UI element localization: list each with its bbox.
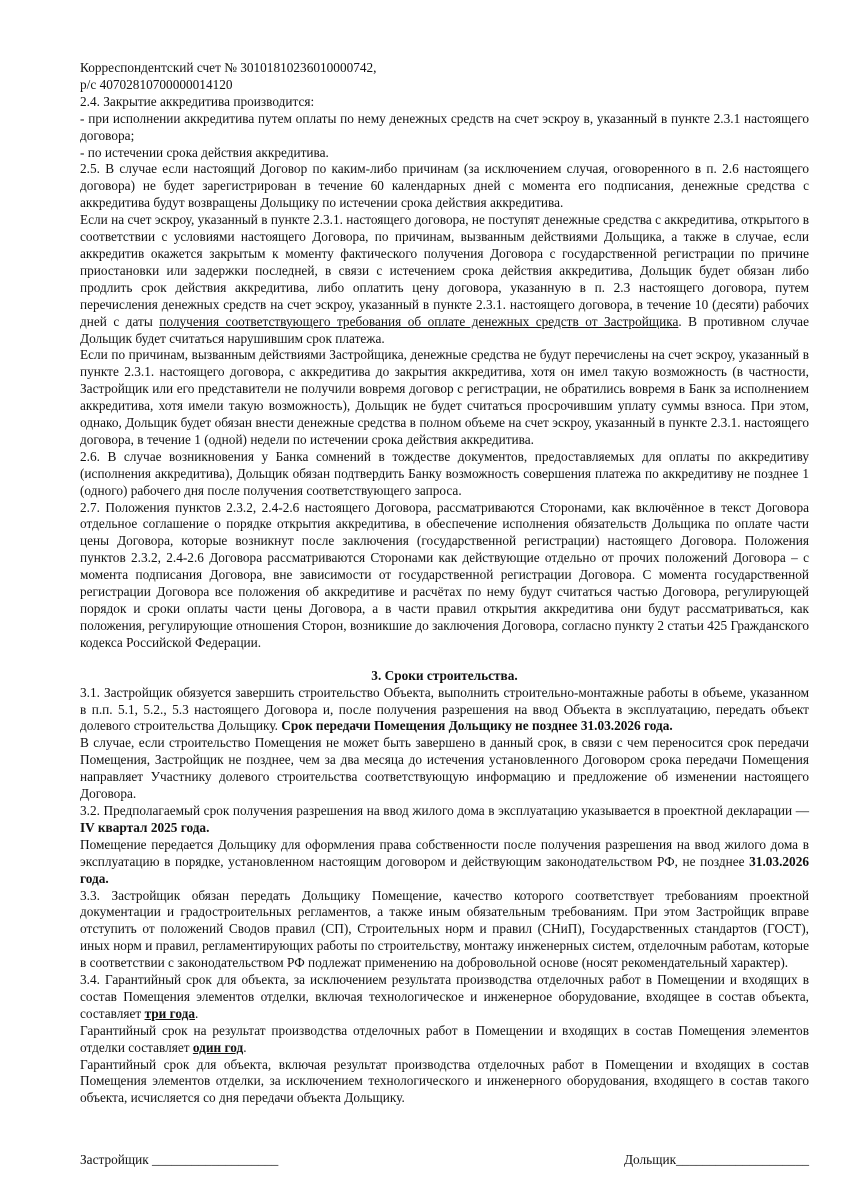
clause-3-1 <box>80 685 809 736</box>
clause-2-6: 2.6. В случае возникновения у Банка сомнений в тождестве документов, предоставляемых для оплаты по аккредитиву (исполнения аккредитива), Дольщик обязан подтвердить Банку возможность совершения платежа по аккредитиву не позднее 1 (одного) рабочего дня после получения соответствующего запроса. <box>80 448 809 498</box>
clause-2-5-p2-underlined: получения соответствующего требования об оплате денежных средств от Застройщика <box>159 313 679 329</box>
clause-2-5-paragraph-1: 2.5. В случае если настоящий Договор по каким-либо причинам (за исключением случая, оговоренного в п. 2.6 настоящего договора) не будет зарегистрирован в течение 60 календарных дней с момента его подписания, денежные средства с аккредитива будут возвращены Дольщику по истечении срока действия аккредитива. <box>80 161 809 211</box>
corr-account-line: Корреспондентский счет № 30101810236010000742, <box>80 60 377 75</box>
clause-3-3: 3.3. Застройщик обязан передать Дольщику Помещение, качество которого соответствует требованиям проектной документации и градостроительных регламентов, а также иным обязательным требованиям. При этом Застройщик вправе отступить от положений Сводов правил (СП), Строительных норм и правил (СНиП), Государственных стандартов (ГОСТ), иных норм и правил, регламентирующих работы по строительству, монтажу инженерных систем, отделочным работам, которые в соответствии с законодательством РФ подлежат применению на добровольной основе (носят рекомендательный характер). <box>80 887 809 971</box>
clause-3-4-dot: . <box>194 1005 199 1021</box>
clause-3-1-deadline: Срок передачи Помещения Дольщику не позднее 31.03.2026 года. <box>281 718 673 734</box>
clause-2-4-item-1: - при исполнении аккредитива путем оплаты по нему денежных средств на счет эскроу в, указанный в пункте 2.3.1 настоящего договора; <box>80 110 809 143</box>
clause-2-5-p2-tail: . В противном случае Дольщик будет считаться нарушившим срок платежа. <box>80 313 809 346</box>
document-page <box>80 60 809 1107</box>
section-3-heading: 3. Сроки строительства. <box>371 667 518 683</box>
shareholder-signature-line: Дольщик____________________ <box>623 1152 809 1167</box>
clause-3-4-finishing-text: Гарантийный срок на результат производства отделочных работ в Помещении и входящих в состав Помещения элементов отделки составляет <box>80 1022 809 1055</box>
developer-signature-line: Застройщик ___________________ <box>80 1152 279 1167</box>
clause-3-4-finishing-term: один год <box>192 1039 244 1055</box>
clause-3-4-text: 3.4. Гарантийный срок для объекта, за исключением результата производства отделочных работ в Помещении и входящих в состав Помещения элементов отделки, включая технологическое и инженерное оборудование, входящее в состав объекта, составляет <box>80 972 809 1021</box>
clause-2-5-paragraph-3: Если по причинам, вызванным действиями Застройщика, денежные средства не будут перечислены на счет эскроу, указанный в пункте 2.3.1. настоящего договора, с аккредитива до закрытия аккредитива, хотя он имел такую возможность (в частности, Застройщик или его представители не получили вовремя договор с регистрации, не обратились вовремя в Банк за исполнением аккредитива, хотя имели такую возможность), Дольщик не будет считаться просрочившим уплату суммы взноса. При этом, однако, Дольщик будет обязан внести денежные средства в полном объеме на счет эскроу, указанный в пункте 2.3.1. настоящего договора, в течение 1 (одной) недели по истечении срока действия аккредитива. <box>80 347 809 447</box>
clause-3-4-term: три года <box>144 1005 195 1021</box>
clause-2-4-item-2: - по истечении срока действия аккредитива. <box>80 144 329 160</box>
clause-3-1-continuation: В случае, если строительство Помещения не может быть завершено в данный срок, в связи с чем переносится срок передачи Помещения, Застройщик не позднее, чем за два месяца до истечения установленного Договором срока передачи Помещения направляет Участнику долевого строительства соответствующую информацию и предложение об изменении настоящего Договора. <box>80 735 809 802</box>
clause-3-2-continuation <box>80 837 809 888</box>
clause-3-2 <box>80 803 809 837</box>
clause-3-4 <box>80 972 809 1023</box>
account-line: р/с 40702810700000014120 <box>80 76 233 92</box>
clause-3-4-start: Гарантийный срок для объекта, включая результат производства отделочных работ в Помещении и входящих в состав Помещения элементов отделки, за исключением технологического и инженерного оборудования, входящего в состав такого объекта, исчисляется со дня передачи объекта Дольщику. <box>80 1056 809 1106</box>
clause-3-1-text: 3.1. Застройщик обязуется завершить строительство Объекта, выполнить строительно-монтажные работы в объеме, указанном в п.п. 5.1, 5.2., 5.3 настоящего Договора и, после получения разрешения на ввод Объекта в эксплуатацию, передать объект долевого строительства Дольщику. <box>80 684 809 734</box>
clause-2-5-paragraph-2 <box>80 212 809 347</box>
clause-2-5-p2-text: Если на счет эскроу, указанный в пункте 2.3.1. настоящего договора, не поступят денежные средства с аккредитива, открытого в соответствии с условиями настоящего Договора, по причинам, вызванным действиями Дольщика, а также в случае, если аккредитив окажется закрытым к моменту фактического получения Договора с государственной регистрации по причине приостановки или задержки последней, в связи с истечением срока действия аккредитива, Дольщик будет обязан либо продлить срок действия аккредитива, либо оплатить цену договора, указанную в п. 2.3 настоящего договора, путем перечисления денежных средств на счет эскроу, указанный в пункте 2.3.1. настоящего договора, в течение 10 (десяти) рабочих дней с даты <box>80 212 809 329</box>
clause-3-2-text: 3.2. Предполагаемый срок получения разрешения на ввод жилого дома в эксплуатацию указывается в проектной декларации — <box>80 802 809 818</box>
clause-3-2-quarter: IV квартал 2025 года. <box>80 819 210 835</box>
clause-3-2-cont-text: Помещение передается Дольщику для оформления права собственности после получения разрешения на ввод жилого дома в эксплуатацию в порядке, установленном настоящим договором и действующим законодательством РФ, не позднее <box>80 836 809 869</box>
signature-block <box>80 1151 809 1168</box>
clause-3-4-finishing-dot: . <box>243 1039 247 1055</box>
clause-3-4-finishing <box>80 1023 809 1057</box>
clause-2-4-title: 2.4. Закрытие аккредитива производится: <box>80 93 315 109</box>
clause-3-2-date: 31.03.2026 года. <box>80 853 809 886</box>
clause-2-7: 2.7. Положения пунктов 2.3.2, 2.4-2.6 настоящего Договора, рассматриваются Сторонами, как включённое в текст Договора отдельное соглашение о порядке открытия аккредитива, в обеспечение исполнения обязательств Дольщика по оплате части цены Договора, которые возникнут после заключения (государственной регистрации) настоящего Договора. Положения пунктов 2.3.2, 2.4-2.6 Договора рассматриваются Сторонами как действующие отдельно от прочих положений Договора – с момента подписания Договора, вне зависимости от государственной регистрации Договора. С момента государственной регистрации Договора все положения об аккредитиве и расчётах по нему будут считаться частью Договора, регулирующей порядок и сроки оплаты части цены Договора, а в части правил открытия аккредитива они будут рассматриваться, как положения, регулирующие отношения Сторон, возникшие до заключения Договора, согласно пункту 2 статьи 425 Гражданского кодекса Российской Федерации. <box>80 499 809 650</box>
